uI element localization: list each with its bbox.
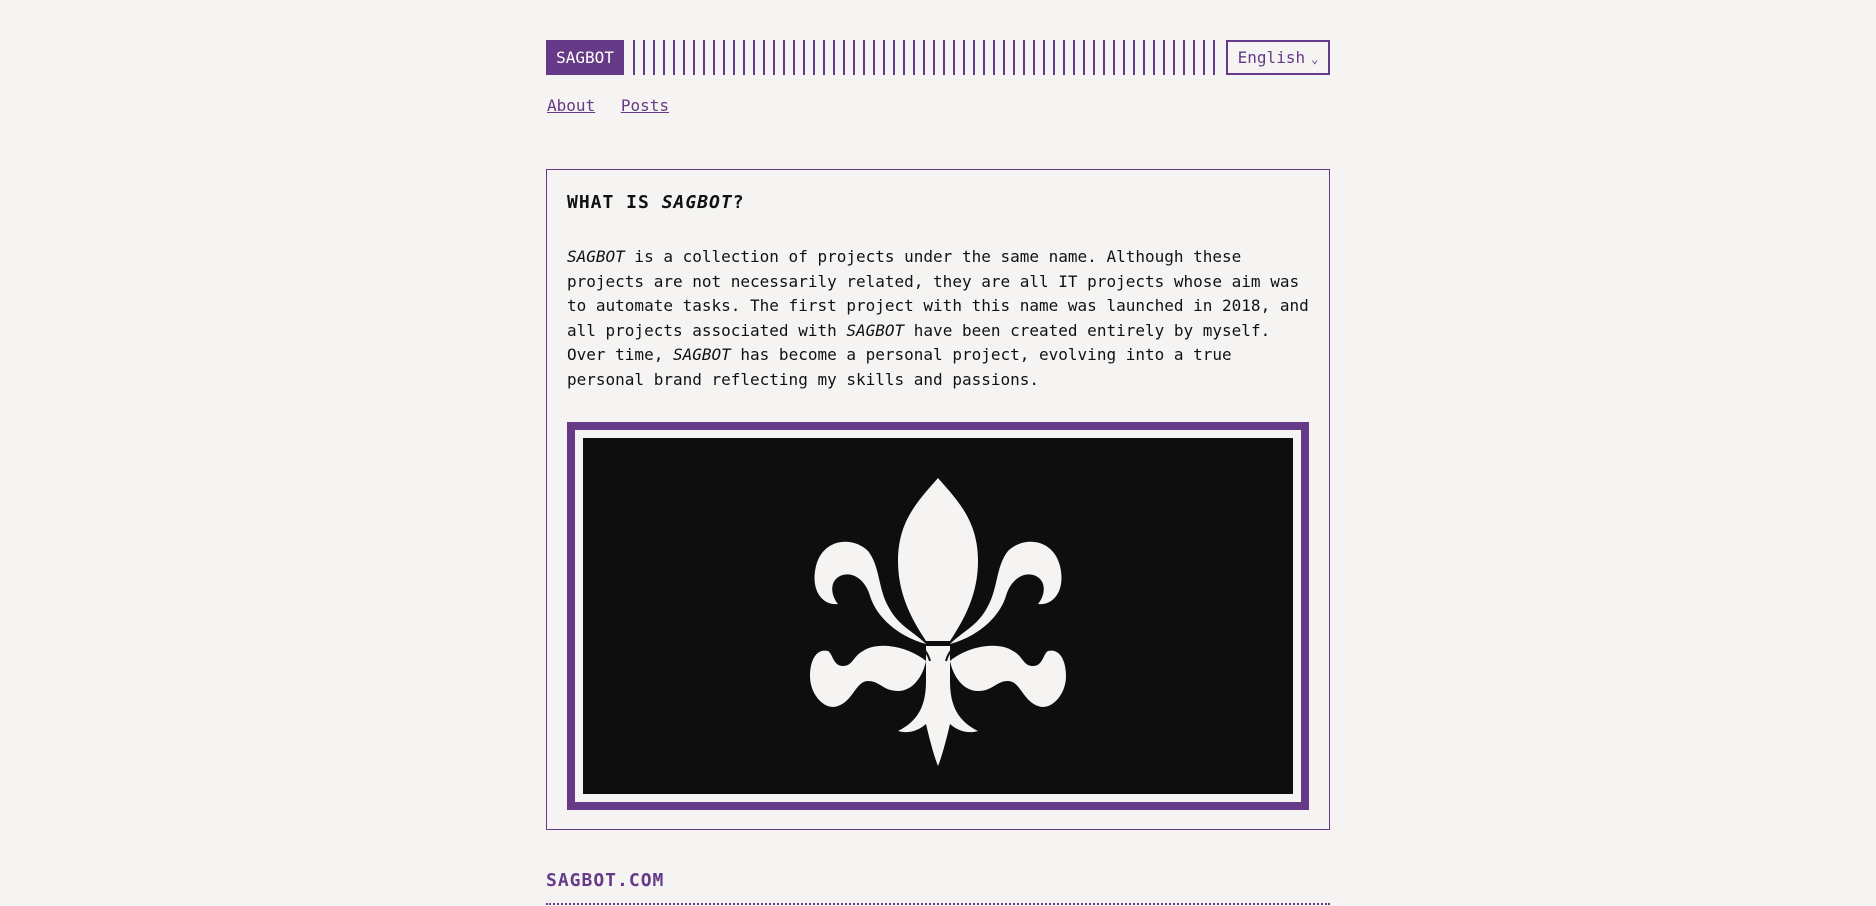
logo-image-frame [567, 422, 1309, 810]
intro-card [546, 169, 1330, 830]
paragraph-text: have been created entirely by myself. Over time, [567, 320, 1271, 365]
heading-prefix: WHAT IS [567, 192, 662, 213]
logo-image [583, 438, 1293, 794]
nav-link-about[interactable]: About [547, 96, 596, 115]
fleur-de-lis-icon [808, 466, 1068, 766]
paragraph-text: is a collection of projects under the same name. Although these projects are not necessarily related, they are all IT projects whose aim was to automate tasks. The first project with this name was launched in 2018, and all projects associated with [567, 247, 1309, 340]
site-header [546, 40, 1330, 75]
paragraph-text: has become a personal project, evolving into a true personal brand reflecting my skills and passions. [567, 345, 1232, 389]
brand-emphasis: SAGBOT [846, 320, 905, 340]
nav-link-posts[interactable]: Posts [620, 96, 669, 115]
intro-heading [567, 192, 745, 213]
brand-emphasis: SAGBOT [672, 345, 731, 365]
language-selected-value: English [1237, 48, 1306, 67]
decorative-stripes [633, 40, 1215, 75]
heading-emphasis: SAGBOT [661, 192, 733, 213]
heading-suffix: ? [732, 192, 745, 213]
site-footer-title[interactable]: SAGBOT.COM [546, 870, 665, 891]
intro-paragraph [567, 245, 1312, 393]
dotted-divider [546, 903, 1330, 905]
brand-logo-button[interactable]: SAGBOT [546, 40, 624, 75]
chevron-down-icon: ⌄ [1311, 52, 1319, 66]
main-nav [547, 96, 685, 115]
language-select[interactable] [1226, 40, 1330, 75]
brand-emphasis: SAGBOT [567, 247, 625, 266]
